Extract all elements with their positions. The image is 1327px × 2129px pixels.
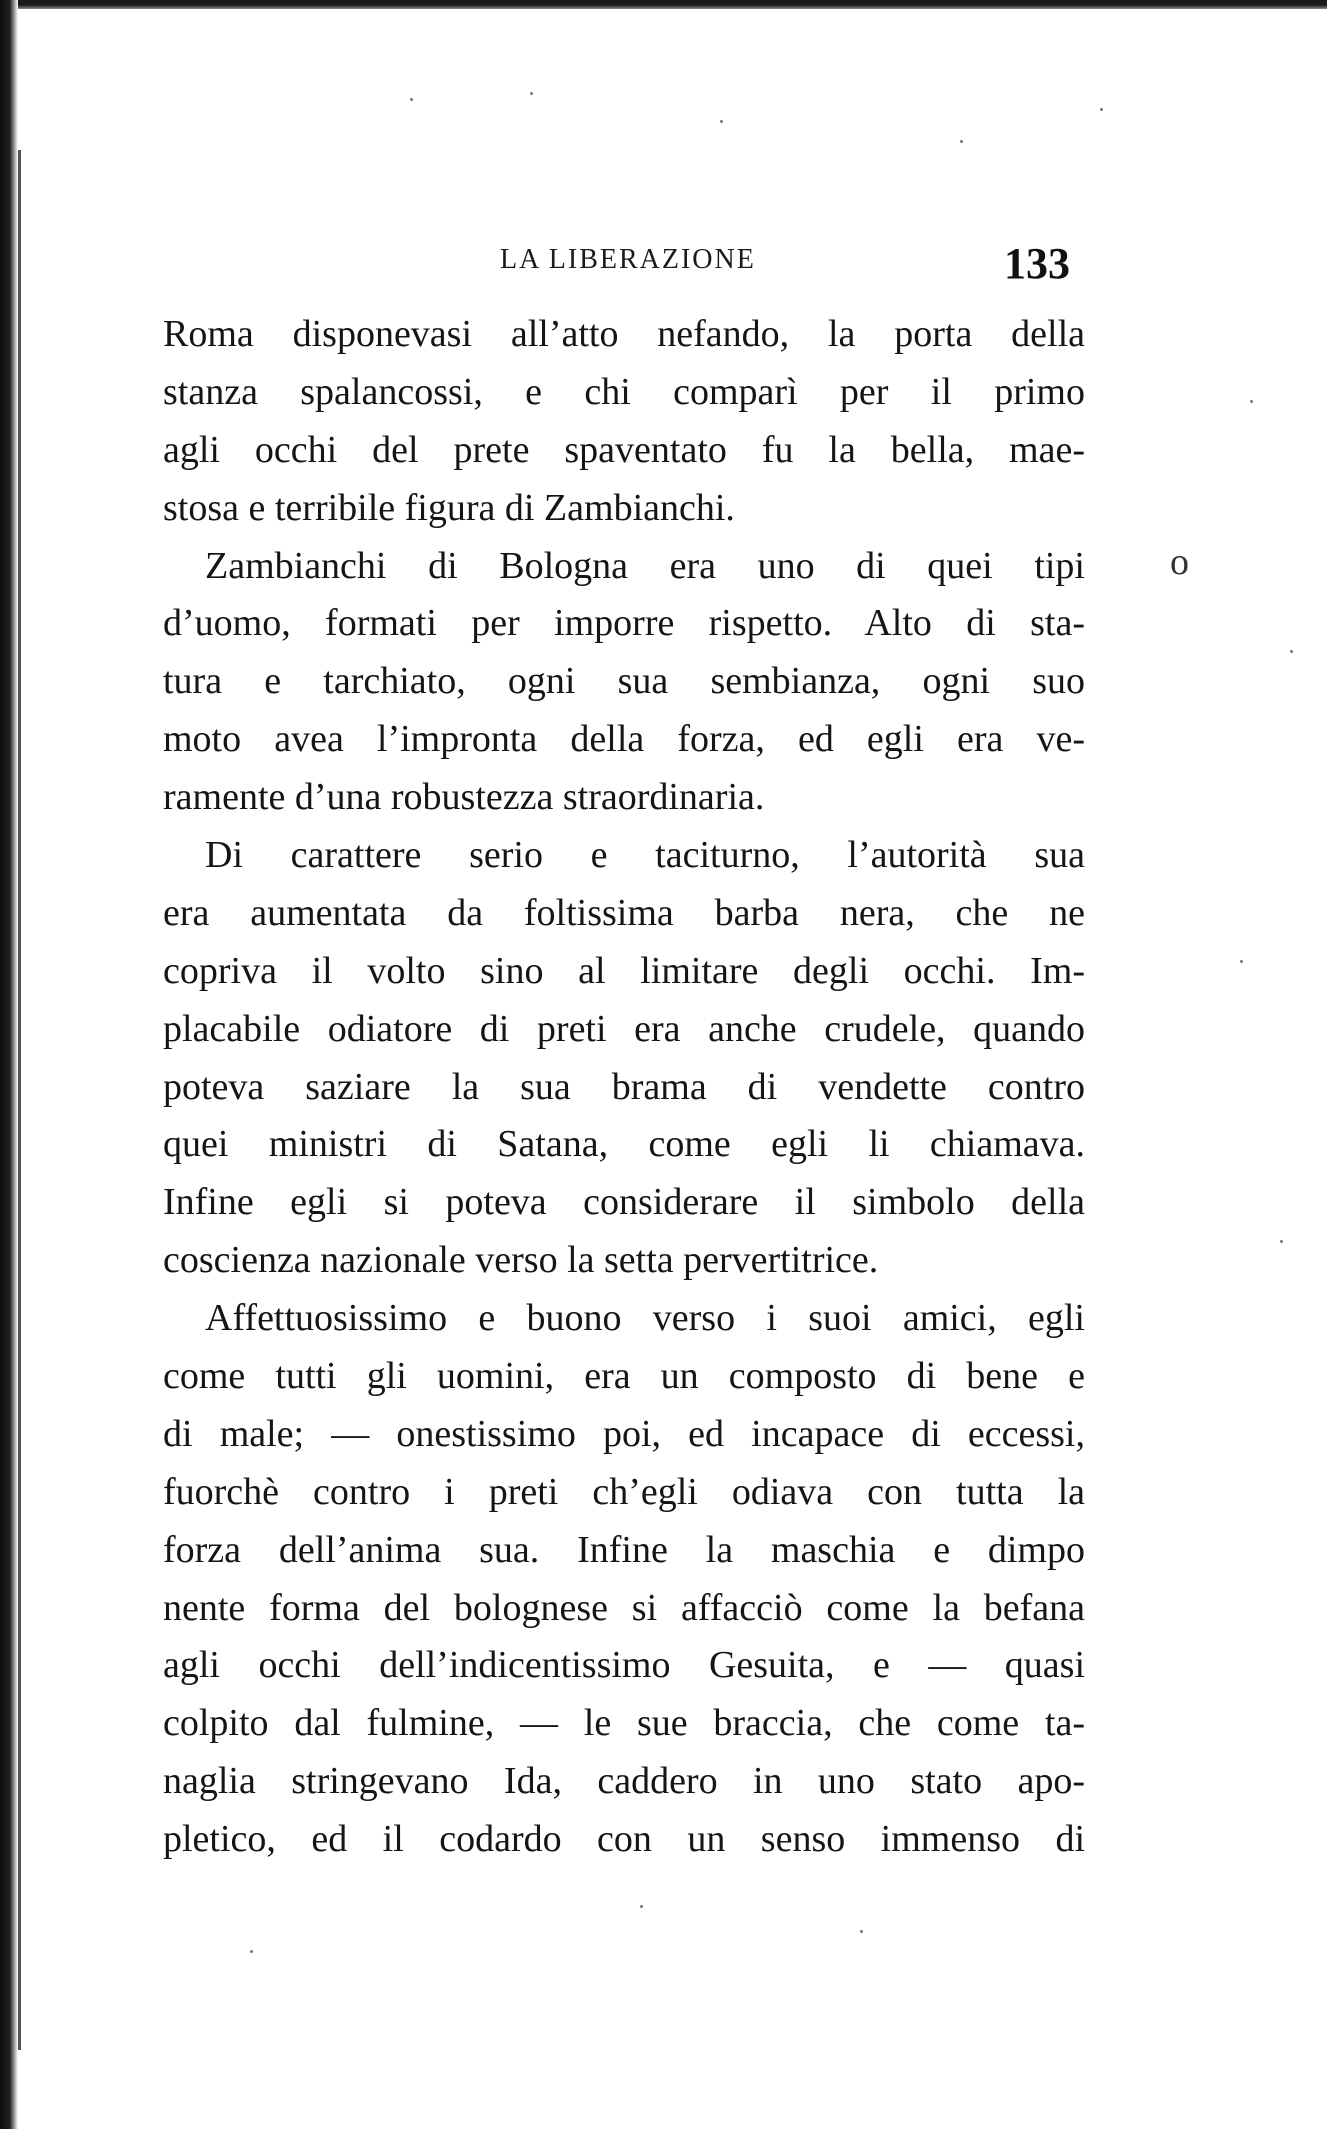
text-line: moto avea l’impronta della forza, ed egli era ve- (163, 718, 1085, 761)
text-line: Di carattere serio e taciturno, l’autorità sua (205, 834, 1085, 877)
text-line: placabile odiatore di preti era anche crudele, quando (163, 1007, 1085, 1050)
text-line: poteva saziare la sua brama di vendette contro (163, 1065, 1085, 1108)
page-binding-shadow (0, 0, 18, 2129)
text-line: tura e tarchiato, ogni sua sembianza, ogni suo (163, 660, 1085, 703)
text-line: come tutti gli uomini, era un composto di bene e (163, 1355, 1085, 1398)
text-line: pletico, ed il codardo con un senso immenso di (163, 1818, 1085, 1861)
text-line: agli occhi del prete spaventato fu la bella, mae- (163, 428, 1085, 471)
running-title: LA LIBERAZIONE (500, 244, 756, 275)
print-speck (640, 1905, 643, 1908)
print-speck (1240, 960, 1243, 963)
page-number: 133 (1004, 239, 1070, 288)
text-line: copriva il volto sino al limitare degli occhi. Im- (163, 949, 1085, 992)
print-speck (1100, 108, 1103, 111)
text-line: stosa e terribile figura di Zambianchi. (163, 486, 735, 529)
page-top-edge (0, 0, 1327, 9)
text-line: Affettuosissimo e buono verso i suoi amici, egli (205, 1297, 1085, 1340)
text-line: quei ministri di Satana, come egli li chiamava. (163, 1123, 1085, 1166)
print-speck (1250, 400, 1253, 403)
print-speck (250, 1950, 253, 1953)
text-line: coscienza nazionale verso la setta pervertitrice. (163, 1239, 879, 1282)
text-line: Roma disponevasi all’atto nefando, la porta della (163, 313, 1085, 355)
print-speck (1280, 1240, 1283, 1243)
text-line: forza dell’anima sua. Infine la maschia e dimpo (163, 1528, 1085, 1571)
text-line: agli occhi dell’indicentissimo Gesuita, e — quasi (163, 1644, 1085, 1687)
text-line: di male; — onestissimo poi, ed incapace di eccessi, (163, 1412, 1085, 1455)
print-speck (720, 120, 723, 123)
text-line: naglia stringevano Ida, caddero in uno stato apo- (163, 1760, 1085, 1803)
text-line: nente forma del bolognese si affacciò come la befana (163, 1586, 1085, 1629)
print-speck (410, 98, 413, 101)
print-speck (530, 92, 533, 95)
text-line: Zambianchi di Bologna era uno di quei tipi (205, 544, 1085, 587)
print-speck (1290, 650, 1293, 653)
text-line: d’uomo, formati per imporre rispetto. Alto di sta- (163, 602, 1085, 645)
page-binding-line (18, 150, 21, 2050)
margin-mark: o (1170, 541, 1189, 583)
text-line: Infine egli si poteva considerare il simbolo della (163, 1181, 1085, 1224)
text-line: era aumentata da foltissima barba nera, che ne (163, 891, 1085, 934)
print-speck (860, 1930, 863, 1933)
text-line: stanza spalancossi, e chi comparì per il primo (163, 370, 1085, 413)
text-line: ramente d’una robustezza straordinaria. (163, 776, 765, 819)
text-line: fuorchè contro i preti ch’egli odiava con tutta la (163, 1470, 1085, 1513)
text-line: colpito dal fulmine, — le sue braccia, che come ta- (163, 1702, 1085, 1745)
page-header (500, 238, 1080, 288)
body-text (163, 306, 1085, 1869)
print-speck (960, 140, 963, 143)
